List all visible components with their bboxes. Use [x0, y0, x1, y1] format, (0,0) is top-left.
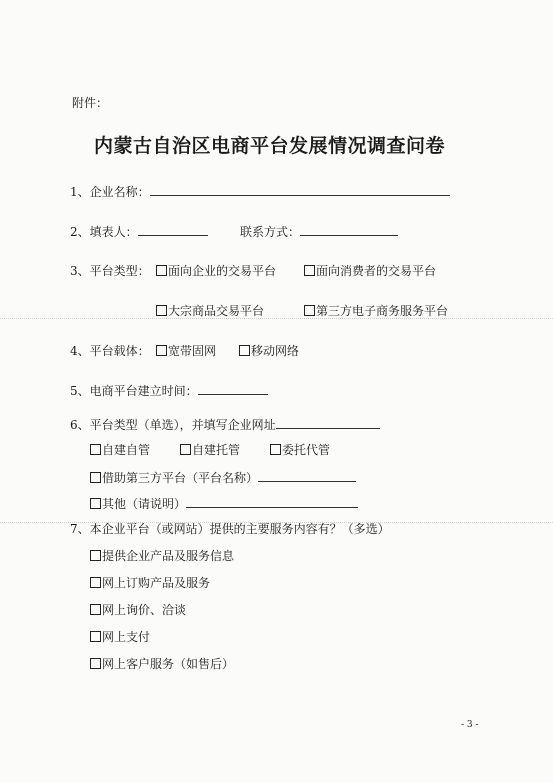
- establish-date-field[interactable]: [198, 382, 268, 395]
- checkbox-icon: [156, 305, 167, 316]
- q6-label: 6、平台类型（单选），并填写企业网址: [70, 418, 276, 432]
- q5-row: [70, 382, 268, 399]
- checkbox-icon: [90, 444, 101, 455]
- checkbox-icon: [156, 265, 167, 276]
- checkbox-icon: [270, 444, 281, 455]
- q6-option-5[interactable]: 其他（请说明）: [90, 495, 358, 512]
- q7-label: 7、本企业平台（或网站）提供的主要服务内容有？（多选）: [70, 522, 390, 536]
- third-party-name-field[interactable]: [258, 469, 356, 482]
- q4-option-2[interactable]: 移动网络: [239, 343, 299, 359]
- q6-option-4[interactable]: 借助第三方平台（平台名称）: [90, 469, 356, 486]
- checkbox-icon: [156, 345, 167, 356]
- q1-row: [70, 183, 450, 200]
- q6-option-3[interactable]: 委托代管: [270, 442, 330, 458]
- q3-option-4[interactable]: 第三方电子商务服务平台: [304, 303, 448, 319]
- q7-option-5[interactable]: 网上客户服务（如售后）: [90, 656, 234, 672]
- checkbox-icon: [90, 631, 101, 642]
- checkbox-icon: [90, 604, 101, 615]
- fold-line-top: [0, 318, 553, 319]
- q3-option-2[interactable]: 面向消费者的交易平台: [304, 263, 436, 279]
- q2-contact: [240, 223, 398, 240]
- q6-row: [70, 416, 380, 433]
- q4-row: [70, 343, 150, 359]
- q5-label: 5、电商平台建立时间：: [70, 384, 198, 398]
- checkbox-icon: [90, 577, 101, 588]
- q3-option-1[interactable]: 面向企业的交易平台: [156, 263, 276, 279]
- q7-option-1[interactable]: 提供企业产品及服务信息: [90, 548, 234, 564]
- q2-row: [70, 223, 208, 240]
- checkbox-icon: [90, 472, 101, 483]
- page-title: 内蒙古自治区电商平台发展情况调查问卷: [94, 135, 446, 157]
- q3-label: 3、平台类型：: [70, 264, 150, 278]
- checkbox-icon: [304, 305, 315, 316]
- checkbox-icon: [90, 498, 101, 509]
- q7-option-4[interactable]: 网上支付: [90, 629, 150, 645]
- contact-label: 联系方式：: [240, 225, 301, 239]
- contact-field[interactable]: [300, 223, 398, 236]
- q1-label: 1、企业名称：: [70, 185, 150, 199]
- q6-option-2[interactable]: 自建托管: [180, 442, 240, 458]
- page-number: - 3 -: [461, 720, 479, 730]
- q6-option-1[interactable]: 自建自管: [90, 442, 150, 458]
- q7-option-2[interactable]: 网上订购产品及服务: [90, 575, 210, 591]
- website-field[interactable]: [276, 416, 380, 429]
- checkbox-icon: [304, 265, 315, 276]
- q4-option-1[interactable]: 宽带固网: [156, 343, 216, 359]
- q7-option-3[interactable]: 网上询价、洽谈: [90, 602, 186, 618]
- company-name-field[interactable]: [150, 183, 450, 196]
- q4-label: 4、平台载体：: [70, 344, 150, 358]
- checkbox-icon: [180, 444, 191, 455]
- checkbox-icon: [239, 345, 250, 356]
- q7-row: [70, 521, 390, 537]
- q3-row: [70, 263, 150, 279]
- q3-option-3[interactable]: 大宗商品交易平台: [156, 303, 264, 319]
- other-explain-field[interactable]: [186, 495, 358, 508]
- filler-name-field[interactable]: [138, 223, 208, 236]
- q2-label: 2、填表人：: [70, 225, 138, 239]
- checkbox-icon: [90, 550, 101, 561]
- attachment-label: 附件：: [72, 96, 109, 110]
- checkbox-icon: [90, 658, 101, 669]
